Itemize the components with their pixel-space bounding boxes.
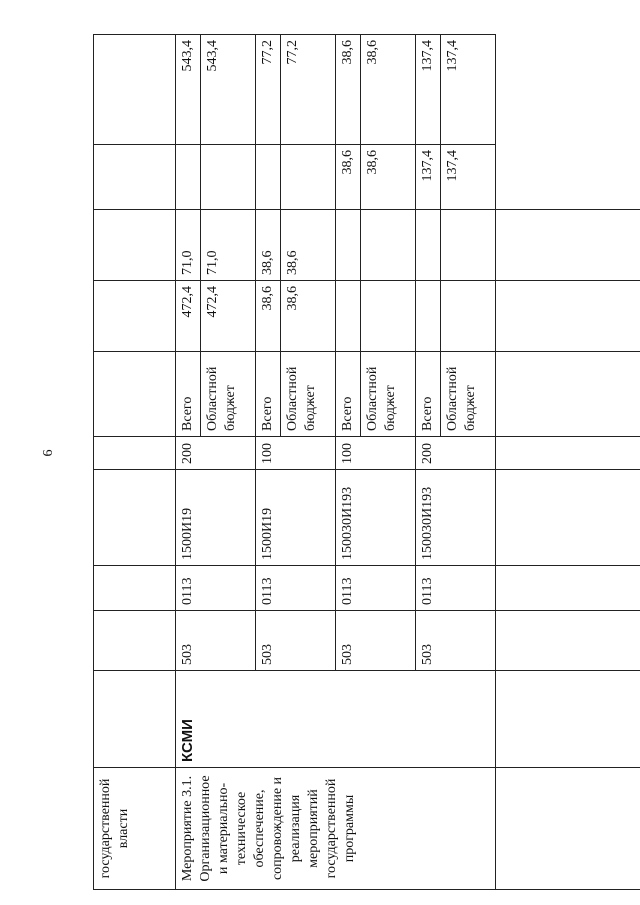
year3-cell: 38,6 <box>336 35 361 145</box>
vr-cell: 100 <box>256 437 281 470</box>
empty-cell <box>496 768 640 890</box>
grbs-cell: 503 <box>416 611 441 671</box>
grbs-cell <box>201 611 256 671</box>
header-cell <box>94 611 176 671</box>
year3-cell: 543,4 <box>176 35 201 145</box>
year3-cell: 543,4 <box>201 35 256 145</box>
year2-cell <box>176 145 201 210</box>
header-cell <box>94 352 176 437</box>
total-cell <box>361 281 416 352</box>
csr-cell <box>201 470 256 566</box>
header-cell-text: государственной власти <box>94 768 176 890</box>
csr-cell: 1500И19 <box>256 470 281 566</box>
grbs-cell: 503 <box>336 611 361 671</box>
year3-cell: 77,2 <box>256 35 281 145</box>
source-cell: Всего <box>416 352 441 437</box>
header-cell <box>94 566 176 611</box>
csr-cell: 150030И193 <box>336 470 361 566</box>
source-cell: Всего <box>176 352 201 437</box>
header-cell <box>94 145 176 210</box>
total-cell: 472,4 <box>176 281 201 352</box>
measure-title: Мероприятие 3.1. Организационное и материально-техническое обеспечение, сопровождение и реализация мероприятий государственной программы <box>176 768 496 890</box>
grbs-cell <box>441 611 496 671</box>
page-number: 6 <box>41 449 56 457</box>
total-cell: 472,4 <box>201 281 256 352</box>
total-cell <box>416 281 441 352</box>
header-cell <box>94 210 176 281</box>
table-row <box>176 35 201 890</box>
total-cell <box>441 281 496 352</box>
grbs-cell <box>281 611 336 671</box>
year2-cell <box>201 145 256 210</box>
empty-cell <box>496 566 640 611</box>
empty-cell <box>496 671 640 768</box>
year1-cell: 71,0 <box>176 210 201 281</box>
rzpr-cell <box>201 566 256 611</box>
year2-cell <box>281 145 336 210</box>
rzpr-cell: 0113 <box>176 566 201 611</box>
year3-cell: 137,4 <box>441 35 496 145</box>
year2-cell: 137,4 <box>441 145 496 210</box>
header-cell <box>94 470 176 566</box>
year3-cell: 137,4 <box>416 35 441 145</box>
year1-cell: 38,6 <box>256 210 281 281</box>
header-cell <box>94 437 176 470</box>
header-cell <box>94 671 176 768</box>
grbs-cell <box>361 611 416 671</box>
empty-cell <box>496 611 640 671</box>
source-cell: Областной бюджет <box>441 352 496 437</box>
year3-cell: 77,2 <box>281 35 336 145</box>
empty-cell <box>496 437 640 470</box>
header-cell <box>94 281 176 352</box>
source-cell: Областной бюджет <box>201 352 256 437</box>
year2-cell: 137,4 <box>416 145 441 210</box>
csr-cell <box>281 470 336 566</box>
rzpr-cell: 0113 <box>256 566 281 611</box>
year2-cell: 38,6 <box>336 145 361 210</box>
csr-cell <box>441 470 496 566</box>
vr-cell <box>361 437 416 470</box>
grbs-cell: 503 <box>256 611 281 671</box>
rzpr-cell <box>281 566 336 611</box>
year3-cell: 38,6 <box>361 35 416 145</box>
executor-cell: КСМИ <box>176 671 496 768</box>
vr-cell <box>281 437 336 470</box>
year1-cell <box>361 210 416 281</box>
rzpr-cell: 0113 <box>336 566 361 611</box>
source-cell: Всего <box>256 352 281 437</box>
budget-table <box>93 34 640 890</box>
total-cell: 38,6 <box>281 281 336 352</box>
rotated-table-container <box>93 40 619 890</box>
vr-cell <box>201 437 256 470</box>
empty-row <box>496 35 640 890</box>
empty-cell <box>496 470 640 566</box>
vr-cell: 200 <box>176 437 201 470</box>
year1-cell <box>336 210 361 281</box>
rzpr-cell <box>441 566 496 611</box>
header-cell <box>94 35 176 145</box>
csr-cell: 150030И193 <box>416 470 441 566</box>
header-row <box>94 35 176 890</box>
empty-cell <box>496 352 640 437</box>
rzpr-cell: 0113 <box>416 566 441 611</box>
empty-cell <box>496 210 640 281</box>
vr-cell: 100 <box>336 437 361 470</box>
source-cell: Областной бюджет <box>361 352 416 437</box>
total-cell: 38,6 <box>256 281 281 352</box>
csr-cell: 1500И19 <box>176 470 201 566</box>
year1-cell: 71,0 <box>201 210 256 281</box>
empty-cell <box>496 281 640 352</box>
total-cell <box>336 281 361 352</box>
year2-cell <box>256 145 281 210</box>
source-cell: Всего <box>336 352 361 437</box>
year1-cell <box>416 210 441 281</box>
vr-cell <box>441 437 496 470</box>
source-cell: Областной бюджет <box>281 352 336 437</box>
year1-cell <box>441 210 496 281</box>
year2-cell: 38,6 <box>361 145 416 210</box>
year1-cell: 38,6 <box>281 210 336 281</box>
grbs-cell: 503 <box>176 611 201 671</box>
vr-cell: 200 <box>416 437 441 470</box>
rzpr-cell <box>361 566 416 611</box>
csr-cell <box>361 470 416 566</box>
